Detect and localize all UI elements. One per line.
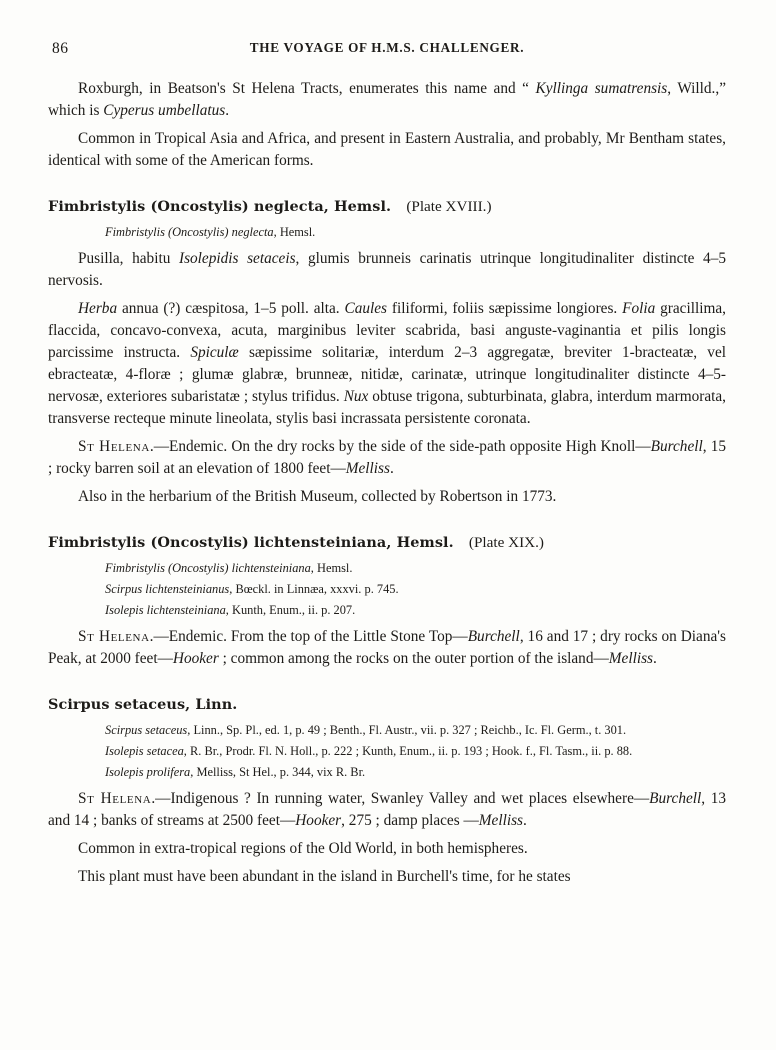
- text-segment: Melliss: [478, 812, 523, 829]
- text-segment: Pusilla, habitu: [78, 250, 179, 267]
- para-st-helena-neglecta: [48, 436, 726, 480]
- para-roxburgh: [48, 78, 726, 122]
- citation-scirpus-lichtensteinianus: [105, 580, 726, 599]
- text-segment: ; common among the rocks on the outer portion of the island—: [218, 650, 609, 667]
- text-segment: , 275 ; damp places —: [341, 812, 479, 829]
- citation-isolepis-lichtensteiniana: [105, 601, 726, 620]
- citation-fimbristylis-neglecta: [105, 223, 726, 242]
- text-segment: , glumis brunneis carinatis utrinque longitudinaliter distincte 4–5 nervosis.: [48, 250, 726, 289]
- heading-scirpus-setaceus: [48, 694, 726, 716]
- heading-fimbristylis-neglecta: [48, 196, 726, 218]
- text-segment: Cyperus umbellatus: [103, 102, 226, 119]
- text-segment: Isolepidis setaceis: [178, 250, 296, 267]
- text-segment: sæpissime solitariæ, interdum 2–3 aggregatæ, breviter 1-bracteatæ, vel ebracteatæ, 4-floræ ; glumæ glabræ, brunneæ, nitidæ, carinatæ, utrinque longitudinaliter distincte 4–5-nervosæ, exteriores subaristatæ ; stylus trifidus.: [48, 344, 726, 405]
- text-segment: , 15 ; rocky barren soil at an elevation of 1800 feet—: [48, 438, 726, 477]
- text-segment: Nux: [343, 388, 369, 405]
- text-segment: Common in Tropical Asia and Africa, and present in Eastern Australia, and probably, Mr Bentham states, identical with some of the American forms.: [48, 130, 726, 169]
- citation-fimbristylis-lichtensteiniana: [105, 559, 726, 578]
- text-segment: obtuse trigona, subturbinata, glabra, interdum marmorata, transverse recteque minute lineolata, stylis basi incrassata persistente coronata.: [48, 388, 726, 427]
- text-segment: Scirpus setaceus: [105, 723, 188, 737]
- para-abundant-burchell: [48, 866, 726, 888]
- page-header: [48, 40, 726, 62]
- text-segment: Hooker: [172, 650, 219, 667]
- text-segment: , Melliss, St Hel., p. 344, vix R. Br.: [190, 765, 366, 779]
- para-st-helena-setaceus: [48, 788, 726, 832]
- text-segment: (Plate XVIII.): [391, 198, 492, 215]
- text-segment: , Linn., Sp. Pl., ed. 1, p. 49 ; Benth., Fl. Austr., vii. p. 327 ; Reichb., Ic. Fl. Germ., t. 301.: [187, 723, 627, 737]
- text-segment: Fimbristylis (Oncostylis) lichtensteiniana, Hemsl.: [48, 534, 454, 551]
- text-segment: .: [523, 812, 527, 829]
- text-segment: , R. Br., Prodr. Fl. N. Holl., p. 222 ; Kunth, Enum., ii. p. 193 ; Hook. f., Fl. Tasm., ii. p. 88.: [183, 744, 633, 758]
- text-segment: .—Endemic. On the dry rocks by the side of the side-path opposite High Knoll—: [149, 438, 651, 455]
- citation-isolepis-prolifera: [105, 763, 726, 782]
- text-segment: This plant must have been abundant in the island in Burchell's time, for he states: [78, 868, 571, 885]
- text-segment: Also in the herbarium of the British Museum, collected by Robertson in 1773.: [78, 488, 557, 505]
- text-segment: Burchell: [649, 790, 702, 807]
- text-segment: Caules: [344, 300, 387, 317]
- text-segment: gracillima, flaccida, concavo-convexa, acuta, marginibus leviter scabrida, basi anguste-vaginantia et pilis longis parcissime instructa.: [48, 300, 726, 361]
- text-segment: , 16 and 17 ; dry rocks on Diana's Peak, at 2000 feet—: [48, 628, 726, 667]
- running-title: THE VOYAGE OF H.M.S. CHALLENGER.: [249, 40, 525, 55]
- text-segment: Folia: [622, 300, 656, 317]
- para-diagnosis-latin: [48, 248, 726, 292]
- text-segment: Scirpus setaceus, Linn.: [48, 696, 238, 713]
- text-segment: .—Endemic. From the top of the Little Stone Top—: [149, 628, 468, 645]
- text-segment: (Plate XIX.): [453, 534, 544, 551]
- text-segment: .: [225, 102, 230, 119]
- text-segment: Scirpus lichtensteinianus: [105, 582, 230, 596]
- text-segment: Melliss: [608, 650, 653, 667]
- para-st-helena-lichtensteiniana: [48, 626, 726, 670]
- text-segment: Spiculæ: [190, 344, 239, 361]
- text-segment: Isolepis prolifera: [105, 765, 191, 779]
- text-segment: , Hemsl.: [310, 561, 353, 575]
- text-segment: Burchell: [650, 438, 703, 455]
- text-segment: Fimbristylis (Oncostylis) lichtensteiniana: [105, 561, 311, 575]
- page-number: 86: [52, 40, 69, 57]
- text-segment: Melliss: [345, 460, 390, 477]
- text-segment: Isolepis setacea: [105, 744, 184, 758]
- para-extra-tropical: [48, 838, 726, 860]
- text-segment: , Kunth, Enum., ii. p. 207.: [225, 603, 356, 617]
- text-segment: annua (?) cæspitosa, 1–5 poll. alta.: [117, 300, 345, 317]
- text-segment: Fimbristylis (Oncostylis) neglecta, Hemsl.: [48, 198, 392, 215]
- text-segment: , Willd.,” which is: [48, 80, 726, 119]
- heading-fimbristylis-lichtensteiniana: [48, 532, 726, 554]
- text-segment: .: [652, 650, 657, 667]
- text-segment: Roxburgh, in Beatson's St Helena Tracts, enumerates this name and “: [78, 80, 536, 97]
- text-segment: , 13 and 14 ; banks of streams at 2500 feet—: [48, 790, 727, 829]
- text-segment: Burchell: [467, 628, 520, 645]
- text-segment: Herba: [78, 300, 118, 317]
- page-content: [48, 78, 726, 888]
- para-description-latin: [48, 298, 726, 430]
- text-segment: Fimbristylis (Oncostylis) neglecta: [105, 225, 274, 239]
- citation-scirpus-setaceus: [105, 721, 726, 740]
- text-segment: Isolepis lichtensteiniana: [105, 603, 226, 617]
- text-segment: filiformi, foliis sæpissime longiores.: [387, 300, 623, 317]
- para-common-tropical-asia: [48, 128, 726, 172]
- text-segment: Kyllinga sumatrensis: [535, 80, 668, 97]
- text-segment: , Bœckl. in Linnæa, xxxvi. p. 745.: [229, 582, 399, 596]
- para-british-museum: [48, 486, 726, 508]
- citation-isolepis-setacea: [105, 742, 726, 761]
- text-segment: , Hemsl.: [273, 225, 316, 239]
- text-segment: Common in extra-tropical regions of the Old World, in both hemispheres.: [78, 840, 528, 857]
- text-segment: .: [389, 460, 394, 477]
- text-segment: St Helena: [78, 438, 150, 455]
- text-segment: St Helena: [78, 790, 152, 807]
- text-segment: .—Indigenous ? In running water, Swanley Valley and wet places elsewhere—: [151, 790, 650, 807]
- text-segment: Hooker: [295, 812, 342, 829]
- text-segment: St Helena: [78, 628, 150, 645]
